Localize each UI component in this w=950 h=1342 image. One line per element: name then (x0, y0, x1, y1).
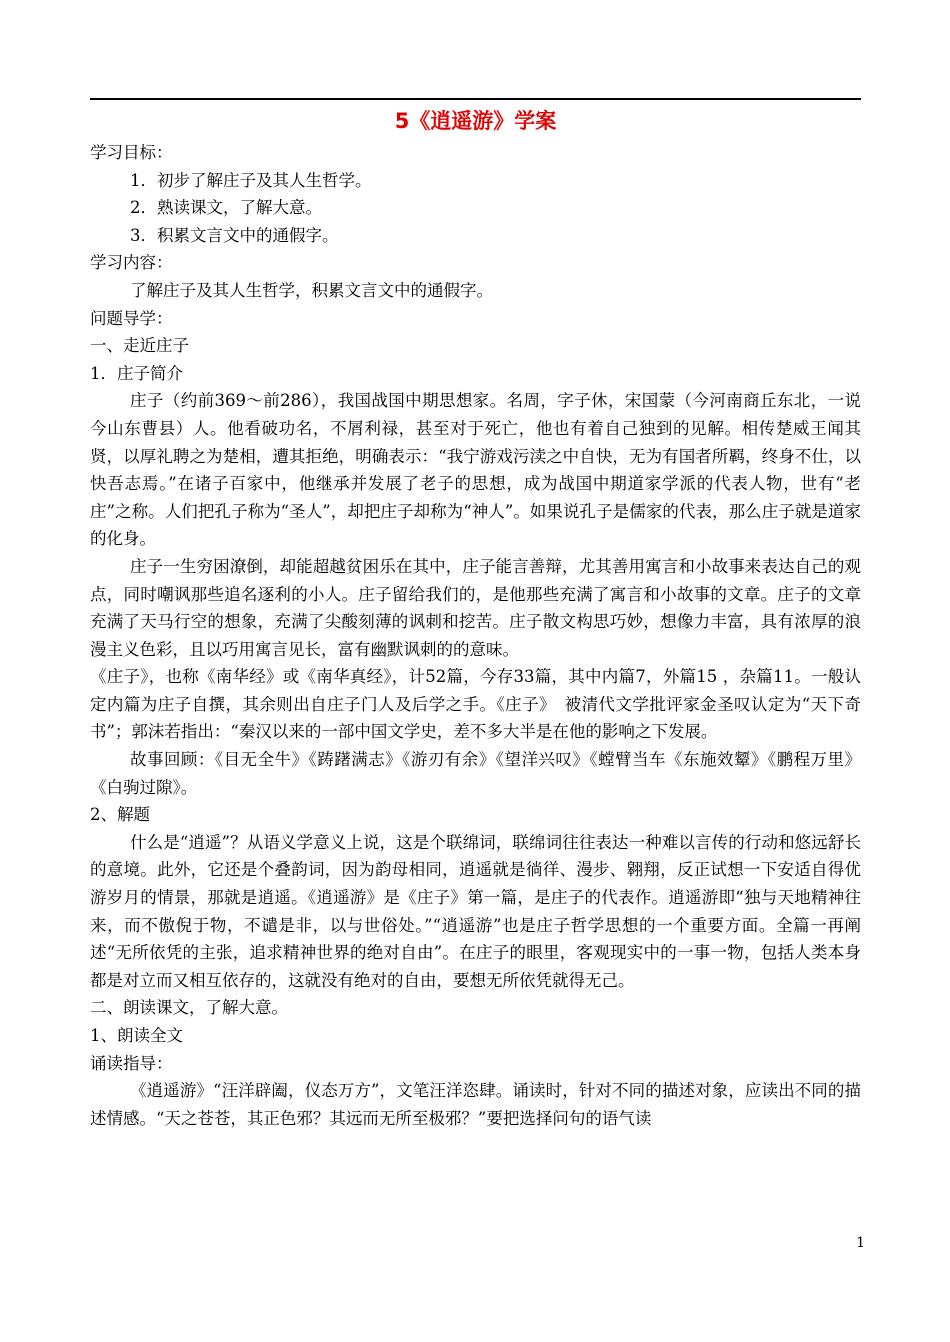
section-heading: 一、走近庄子 (90, 336, 189, 356)
header-rule (90, 98, 861, 100)
guide-heading: 问题导学： (90, 308, 173, 328)
subsection-heading: 诵读指导： (90, 1053, 173, 1073)
subsection-heading: 2、解题 (90, 805, 150, 825)
reading-guide-paragraph: 《逍遥游》“汪洋辟阖，仪态万方”，文笔汪洋恣肆。诵读时，针对不同的描述对象，应读出不同的描述情感。“天之苍苍，其正色邪？其远而无所至极邪？”要把选择问句的语气读 (90, 1081, 861, 1128)
content-heading: 学习内容： (90, 253, 173, 273)
story-review-paragraph: 故事回顾：《目无全牛》《踌躇满志》《游刃有余》《望洋兴叹》《螳臂当车《东施效颦》《鹏程万里》《白驹过隙》。 (90, 750, 861, 797)
subsection-heading: 1．庄子简介 (90, 363, 183, 383)
subsection-heading: 1、朗读全文 (90, 1026, 183, 1045)
document-title: 5《逍遥游》学案 (394, 109, 557, 133)
objective-item: 3．积累文言文中的通假字。 (130, 225, 339, 245)
zhuangzi-book-paragraph: 《庄子》，也称《南华经》或《南华真经》，计52篇，今存33篇，其中内篇7，外篇15 ，杂篇11。一般认定内篇为庄子自撰，其余则出自庄子门人及后学之手。《庄子》 被清代文学批评家金圣叹认定为“天下奇书”；郭沫若指出：“秦汉以来的一部中国文学史，差不多大半是在他的影响之下发展。 (90, 667, 861, 742)
objective-item: 1．初步了解庄子及其人生哲学。 (130, 170, 372, 190)
zhuangzi-life-paragraph: 庄子一生穷困潦倒，却能超越贫困乐在其中，庄子能言善辩，尤其善用寓言和小故事来表达自己的观点，同时嘲讽那些追名逐利的小人。庄子留给我们的，是他那些充满了寓言和小故事的文章。庄子的文章充满了天马行空的想象，充满了尖酸刻薄的讽刺和挖苦。庄子散文构思巧妙，想像力丰富，具有浓厚的浪漫主义色彩，且以巧用寓言见长，富有幽默讽刺的的意味。 (90, 556, 861, 659)
content-text: 了解庄子及其人生哲学，积累文言文中的通假字。 (130, 280, 493, 300)
objective-item: 2．熟读课文，了解大意。 (130, 198, 322, 218)
zhuangzi-intro-paragraph: 庄子（约前369～前286），我国战国中期思想家。名周，字子休，宋国蒙（今河南商丘东北，一说今山东曹县）人。他看破功名，不屑利禄，甚至对于死亡，他也有着自己独到的见解。相传楚威王闻其贤，以厚礼聘之为楚相，遭其拒绝，明确表示：“我宁游戏污渎之中自快，无为有国者所羁，终身不仕，以快吾志焉。”在诸子百家中，他继承并发展了老子的思想，成为战国中期道家学派的代表人物，世有“老庄”之称。人们把孔子称为“圣人”，却把庄子却称为“神人”。如果说孔子是儒家的代表，那么庄子就是道家的化身。 (90, 391, 861, 549)
title-explanation-paragraph: 什么是“逍遥”？从语义学意义上说，这是个联绵词，联绵词往往表达一种难以言传的行动和悠远舒长的意境。此外，它还是个叠韵词，因为韵母相同，逍遥就是徜徉、漫步、翱翔，反正试想一下安适自得优游岁月的情景，那就是逍遥。《逍遥游》是《庄子》第一篇，是庄子的代表作。逍遥游即“独与天地精神往来，而不傲倪于物，不谴是非，以与世俗处。”“逍遥游”也是庄子哲学思想的一个重要方面。全篇一再阐述“无所依凭的主张，追求精神世界的绝对自由”。在庄子的眼里，客观现实中的一事一物，包括人类本身都是对立而又相互依存的，这就没有绝对的自由，要想无所依凭就得无己。 (90, 832, 861, 990)
section-heading: 二、朗读课文，了解大意。 (90, 998, 288, 1018)
document-body (90, 104, 861, 1132)
page-number: 1 (856, 1235, 865, 1251)
objectives-heading: 学习目标： (90, 143, 173, 162)
